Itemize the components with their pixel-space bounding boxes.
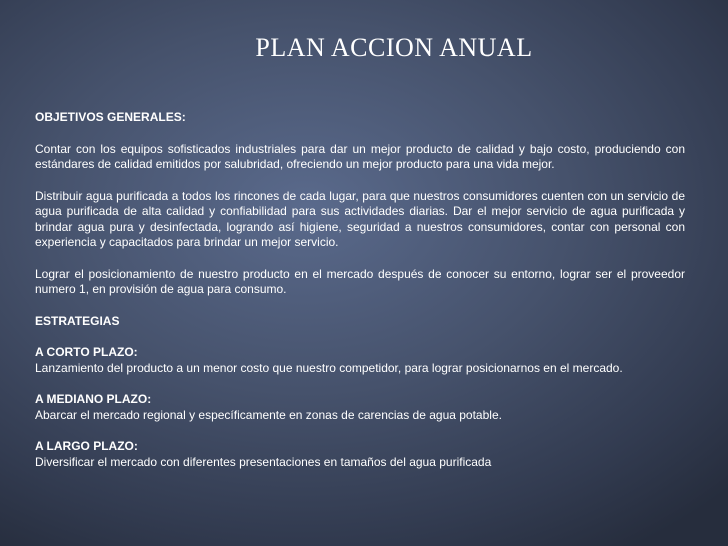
objetivo-paragraph-1: Contar con los equipos sofisticados industriales para dar un mejor producto de calidad y bajo costo, produciendo con estándares de calidad emitidos por salubridad, ofreciendo un mejor producto para una vida mejor.: [35, 141, 685, 171]
mediano-plazo-text: Abarcar el mercado regional y específicamente en zonas de carencias de agua potable.: [35, 407, 502, 422]
mediano-plazo-heading: A MEDIANO PLAZO:: [35, 392, 152, 406]
objetivos-heading: OBJETIVOS GENERALES:: [35, 110, 186, 124]
objetivo-paragraph-2: Distribuir agua purificada a todos los rincones de cada lugar, para que nuestros consumidores cuenten con un servicio de agua purificada de alta calidad y confiabilidad para sus actividades diarias. Dar el mejor servicio de agua purificada y brindar agua pura y desinfectada, logrando así higiene, seguridad a nuestros consumidores, contar con personal con experiencia y capacitados para brindar un mejor servicio.: [35, 188, 685, 249]
slide-content: [35, 110, 685, 470]
slide-title: PLAN ACCION ANUAL: [255, 33, 533, 62]
largo-plazo-heading: A LARGO PLAZO:: [35, 439, 138, 453]
corto-plazo-heading: A CORTO PLAZO:: [35, 345, 138, 359]
corto-plazo-text: Lanzamiento del producto a un menor costo que nuestro competidor, para lograr posicionarnos en el mercado.: [35, 360, 623, 375]
largo-plazo-text: Diversificar el mercado con diferentes presentaciones en tamaños del agua purificada: [35, 454, 492, 469]
estrategias-heading: ESTRATEGIAS: [35, 313, 120, 328]
objetivo-paragraph-3: Lograr el posicionamiento de nuestro producto en el mercado después de conocer su entorno, lograr ser el proveedor numero 1, en provisión de agua para consumo.: [35, 266, 685, 296]
